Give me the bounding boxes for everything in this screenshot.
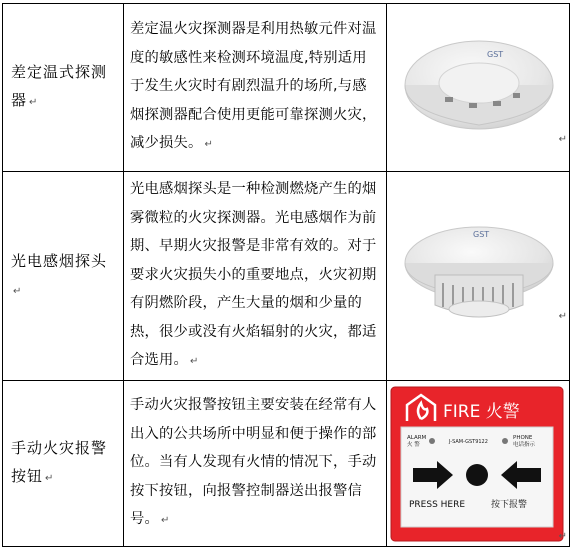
device-name-cell [3, 381, 124, 547]
manual-call-point-image [387, 383, 569, 545]
device-table [2, 3, 570, 547]
device-description-cell [124, 381, 387, 547]
device-description: 手动火灾报警按钮主要安装在经常有人出入的公共场所中明显和便于操作的部位。当有人发现有火情的情况下，手动按下按钮，向报警控制器送出报警信号。 [130, 397, 377, 528]
paragraph-mark-icon: ↵ [558, 134, 567, 145]
smoke-detector-image [387, 201, 569, 351]
device-image-cell [387, 4, 570, 172]
panel-title: FIRE 火警 [443, 401, 520, 422]
device-name: 光电感烟探头 [11, 251, 108, 270]
table-row [3, 172, 570, 381]
paragraph-mark-icon: ↵ [558, 311, 567, 322]
table-row [3, 381, 570, 547]
device-description: 光电感烟探头是一种检测燃烧产生的烟雾微粒的火灾探测器。光电感烟作为前期、早期火灾报警是非常有效的。对于要求火灾损失小的重要地点，火灾初期有阴燃阶段，产生大量的烟和少量的热，很少或没有火焰辐射的火灾，都适合选用。 [130, 181, 377, 369]
device-image-cell [387, 172, 570, 381]
paragraph-mark-icon: ↵ [190, 356, 199, 368]
paragraph-mark-icon: ↵ [45, 473, 55, 484]
device-brand-label: GST [473, 230, 490, 239]
alarm-label: ALARM [407, 434, 427, 441]
press-button-icon [466, 464, 488, 486]
device-image-cell [387, 381, 570, 547]
paragraph-mark-icon: ↵ [204, 139, 214, 151]
press-here-label: PRESS HERE [409, 499, 466, 510]
paragraph-mark-icon: ↵ [558, 531, 567, 542]
device-description-cell [124, 4, 387, 172]
phone-indicator-icon [502, 438, 508, 444]
model-label: J-SAM-GST9122 [449, 438, 488, 445]
table-row [3, 4, 570, 172]
device-name-cell [3, 4, 124, 172]
paragraph-mark-icon: ↵ [161, 515, 170, 527]
device-description-cell [124, 172, 387, 381]
paragraph-mark-icon: ↵ [13, 285, 23, 297]
device-description: 差定温火灾探测器是利用热敏元件对温度的敏感性来检测环境温度,特别适用于发生火灾时有剧烈温升的场所,与感烟探测器配合使用更能可靠探测火灾，减少损失。 [130, 21, 377, 152]
device-name: 手动火灾报警按钮 [11, 439, 108, 485]
alarm-indicator-icon [429, 438, 435, 444]
device-name: 差定温式探测器 [11, 63, 108, 109]
alarm-cn-label: 火 警 [407, 441, 420, 448]
phone-label: PHONE [513, 434, 533, 441]
press-cn-label: 按下报警 [491, 499, 528, 510]
paragraph-mark-icon: ↵ [29, 97, 39, 108]
device-brand-label: GST [487, 49, 504, 59]
heat-detector-image [387, 13, 569, 163]
device-name-cell [3, 172, 124, 381]
phone-cn-label: 电话指示 [513, 441, 536, 448]
